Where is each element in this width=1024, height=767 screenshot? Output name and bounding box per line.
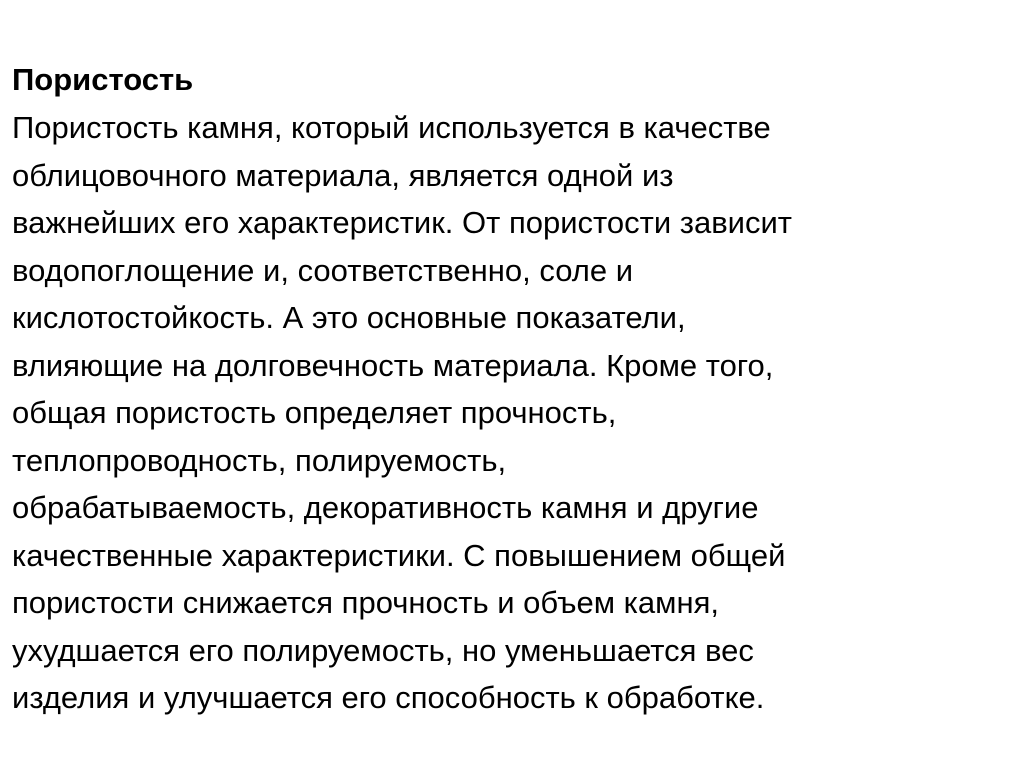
paragraph-line: изделия и улучшается его способность к обработке. — [12, 680, 765, 715]
paragraph-line: теплопроводность, полируемость, — [12, 442, 507, 478]
paragraph-line: кислотостойкость. А это основные показатели, — [12, 300, 686, 335]
paragraph-line: пористости снижается прочность и объем камня, — [12, 585, 719, 620]
paragraph-line: качественные характеристики. С повышением общей — [12, 537, 786, 573]
slide-content — [12, 56, 1017, 722]
body-paragraph — [12, 104, 1017, 722]
paragraph-line: облицовочного материала, является одной из — [12, 157, 674, 193]
paragraph-line: влияющие на долговечность материала. Кроме того, — [12, 347, 774, 383]
paragraph-line: общая пористость определяет прочность, — [12, 395, 617, 430]
paragraph-line: обрабатываемость, декоративность камня и другие — [12, 490, 759, 525]
paragraph-line: ухудшается его полируемость, но уменьшается вес — [12, 632, 754, 668]
paragraph-line: важнейших его характеристик. От пористости зависит — [12, 205, 793, 240]
slide-title: Пористость — [12, 62, 194, 97]
paragraph-line: водопоглощение и, соответственно, соле и — [12, 252, 634, 288]
paragraph-line: Пористость камня, который используется в качестве — [12, 110, 771, 145]
